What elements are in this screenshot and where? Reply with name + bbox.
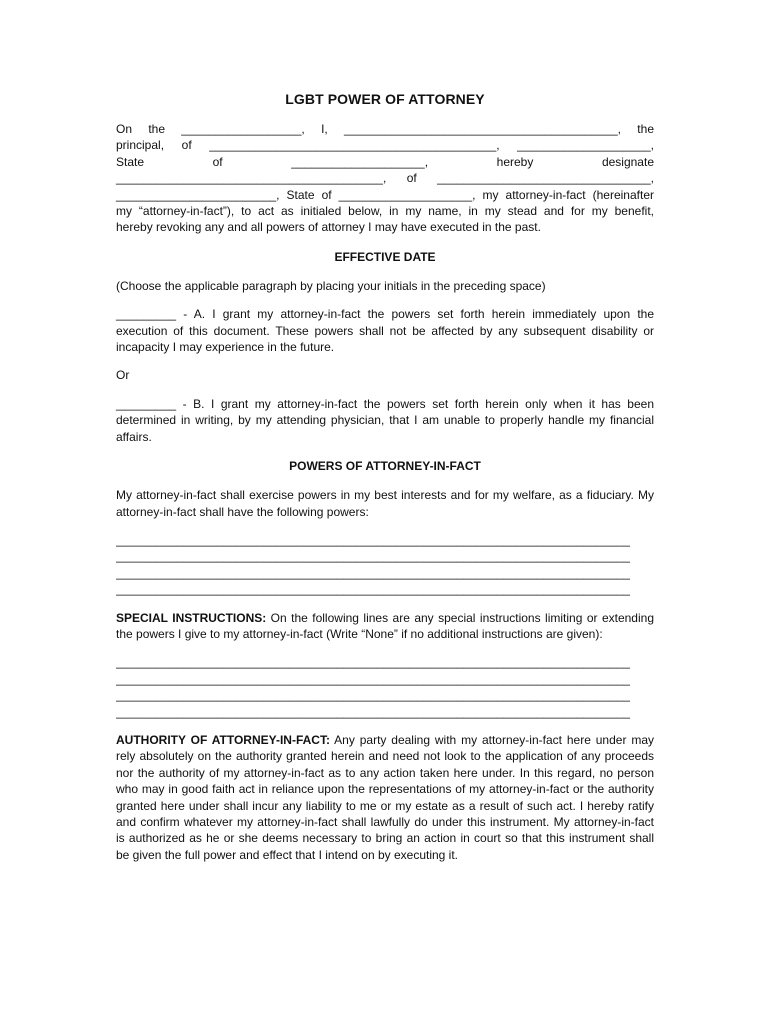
option-b-paragraph: _________ - B. I grant my attorney-in-fact the powers set forth herein only when it has been determined in writing, by my attending physician, that I am unable to properly handle my financial affairs.	[116, 396, 654, 444]
powers-heading: POWERS OF ATTORNEY-IN-FACT	[289, 459, 481, 474]
document-body	[116, 90, 654, 863]
option-a-paragraph: _________ - A. I grant my attorney-in-fact the powers set forth herein immediately upon the execution of this document. These powers shall not be affected by any subsequent disability or incapacity I may experience in the future.	[116, 307, 654, 355]
blank-line: _____________________________________________________________________________	[116, 582, 630, 597]
blank-line: _____________________________________________________________________________	[116, 565, 630, 580]
authority-paragraph	[116, 732, 654, 863]
effective-date-instruction: (Choose the applicable paragraph by placing your initials in the preceding space)	[116, 278, 546, 293]
effective-date-heading: EFFECTIVE DATE	[334, 249, 436, 264]
powers-blank-lines	[116, 532, 654, 598]
blank-line: _____________________________________________________________________________	[116, 655, 630, 670]
special-instructions-paragraph	[116, 610, 654, 643]
authority-label: AUTHORITY OF ATTORNEY-IN-FACT:	[116, 732, 330, 747]
blank-line: _____________________________________________________________________________	[116, 671, 630, 686]
powers-paragraph: My attorney-in-fact shall exercise powers in my best interests and for my welfare, as a fiduciary. My attorney-in-fact shall have the following powers:	[116, 488, 654, 519]
special-instructions-label: SPECIAL INSTRUCTIONS:	[116, 610, 267, 625]
intro-line: On the __________________, I, _________________________________________, the	[116, 122, 654, 136]
intro-line: ________________________, State of ____________________, my attorney-in-fact (hereinafter	[116, 187, 654, 202]
intro-line: State of ____________________, hereby designate	[116, 154, 654, 169]
or-text: Or	[116, 368, 130, 383]
authority-text: Any party dealing with my attorney-in-fact here under may rely absolutely on the authority granted herein and need not look to the application of any proceeds nor the authority of my attorney-in-fact as to any action taken here under. In this regard, no person who may in good faith act in reliance upon the representations of my attorney-in-fact or the authority granted here under shall incur any liability to me or my estate as a result of such act. I hereby ratify and confirm whatever my attorney-in-fact shall lawfully do under this instrument. My attorney-in-fact is authorized as he or she deems necessary to bring an action in court so that this instrument shall be given the full power and effect that I intend on by executing it.	[116, 732, 654, 862]
blank-line: _____________________________________________________________________________	[116, 532, 630, 547]
intro-line: ________________________________________, of ________________________________,	[116, 171, 654, 186]
document-title: LGBT POWER OF ATTORNEY	[285, 91, 485, 107]
special-blank-lines	[116, 654, 654, 720]
intro-line: hereby revoking any and all powers of attorney I may have executed in the past.	[116, 220, 541, 235]
special-instructions-text: On the following lines are any special instructions limiting or extending the powers I give to my attorney-in-fact (Write “None” if no additional instructions are given):	[116, 610, 654, 641]
intro-line: principal, of ___________________________________________, ____________________,	[116, 138, 654, 153]
intro-line: my “attorney-in-fact”), to act as initialed below, in my name, in my stead and for my benefit,	[116, 204, 654, 219]
blank-line: _____________________________________________________________________________	[116, 549, 630, 564]
blank-line: _____________________________________________________________________________	[116, 688, 630, 703]
intro-paragraph	[116, 121, 654, 236]
blank-line: _____________________________________________________________________________	[116, 704, 630, 719]
